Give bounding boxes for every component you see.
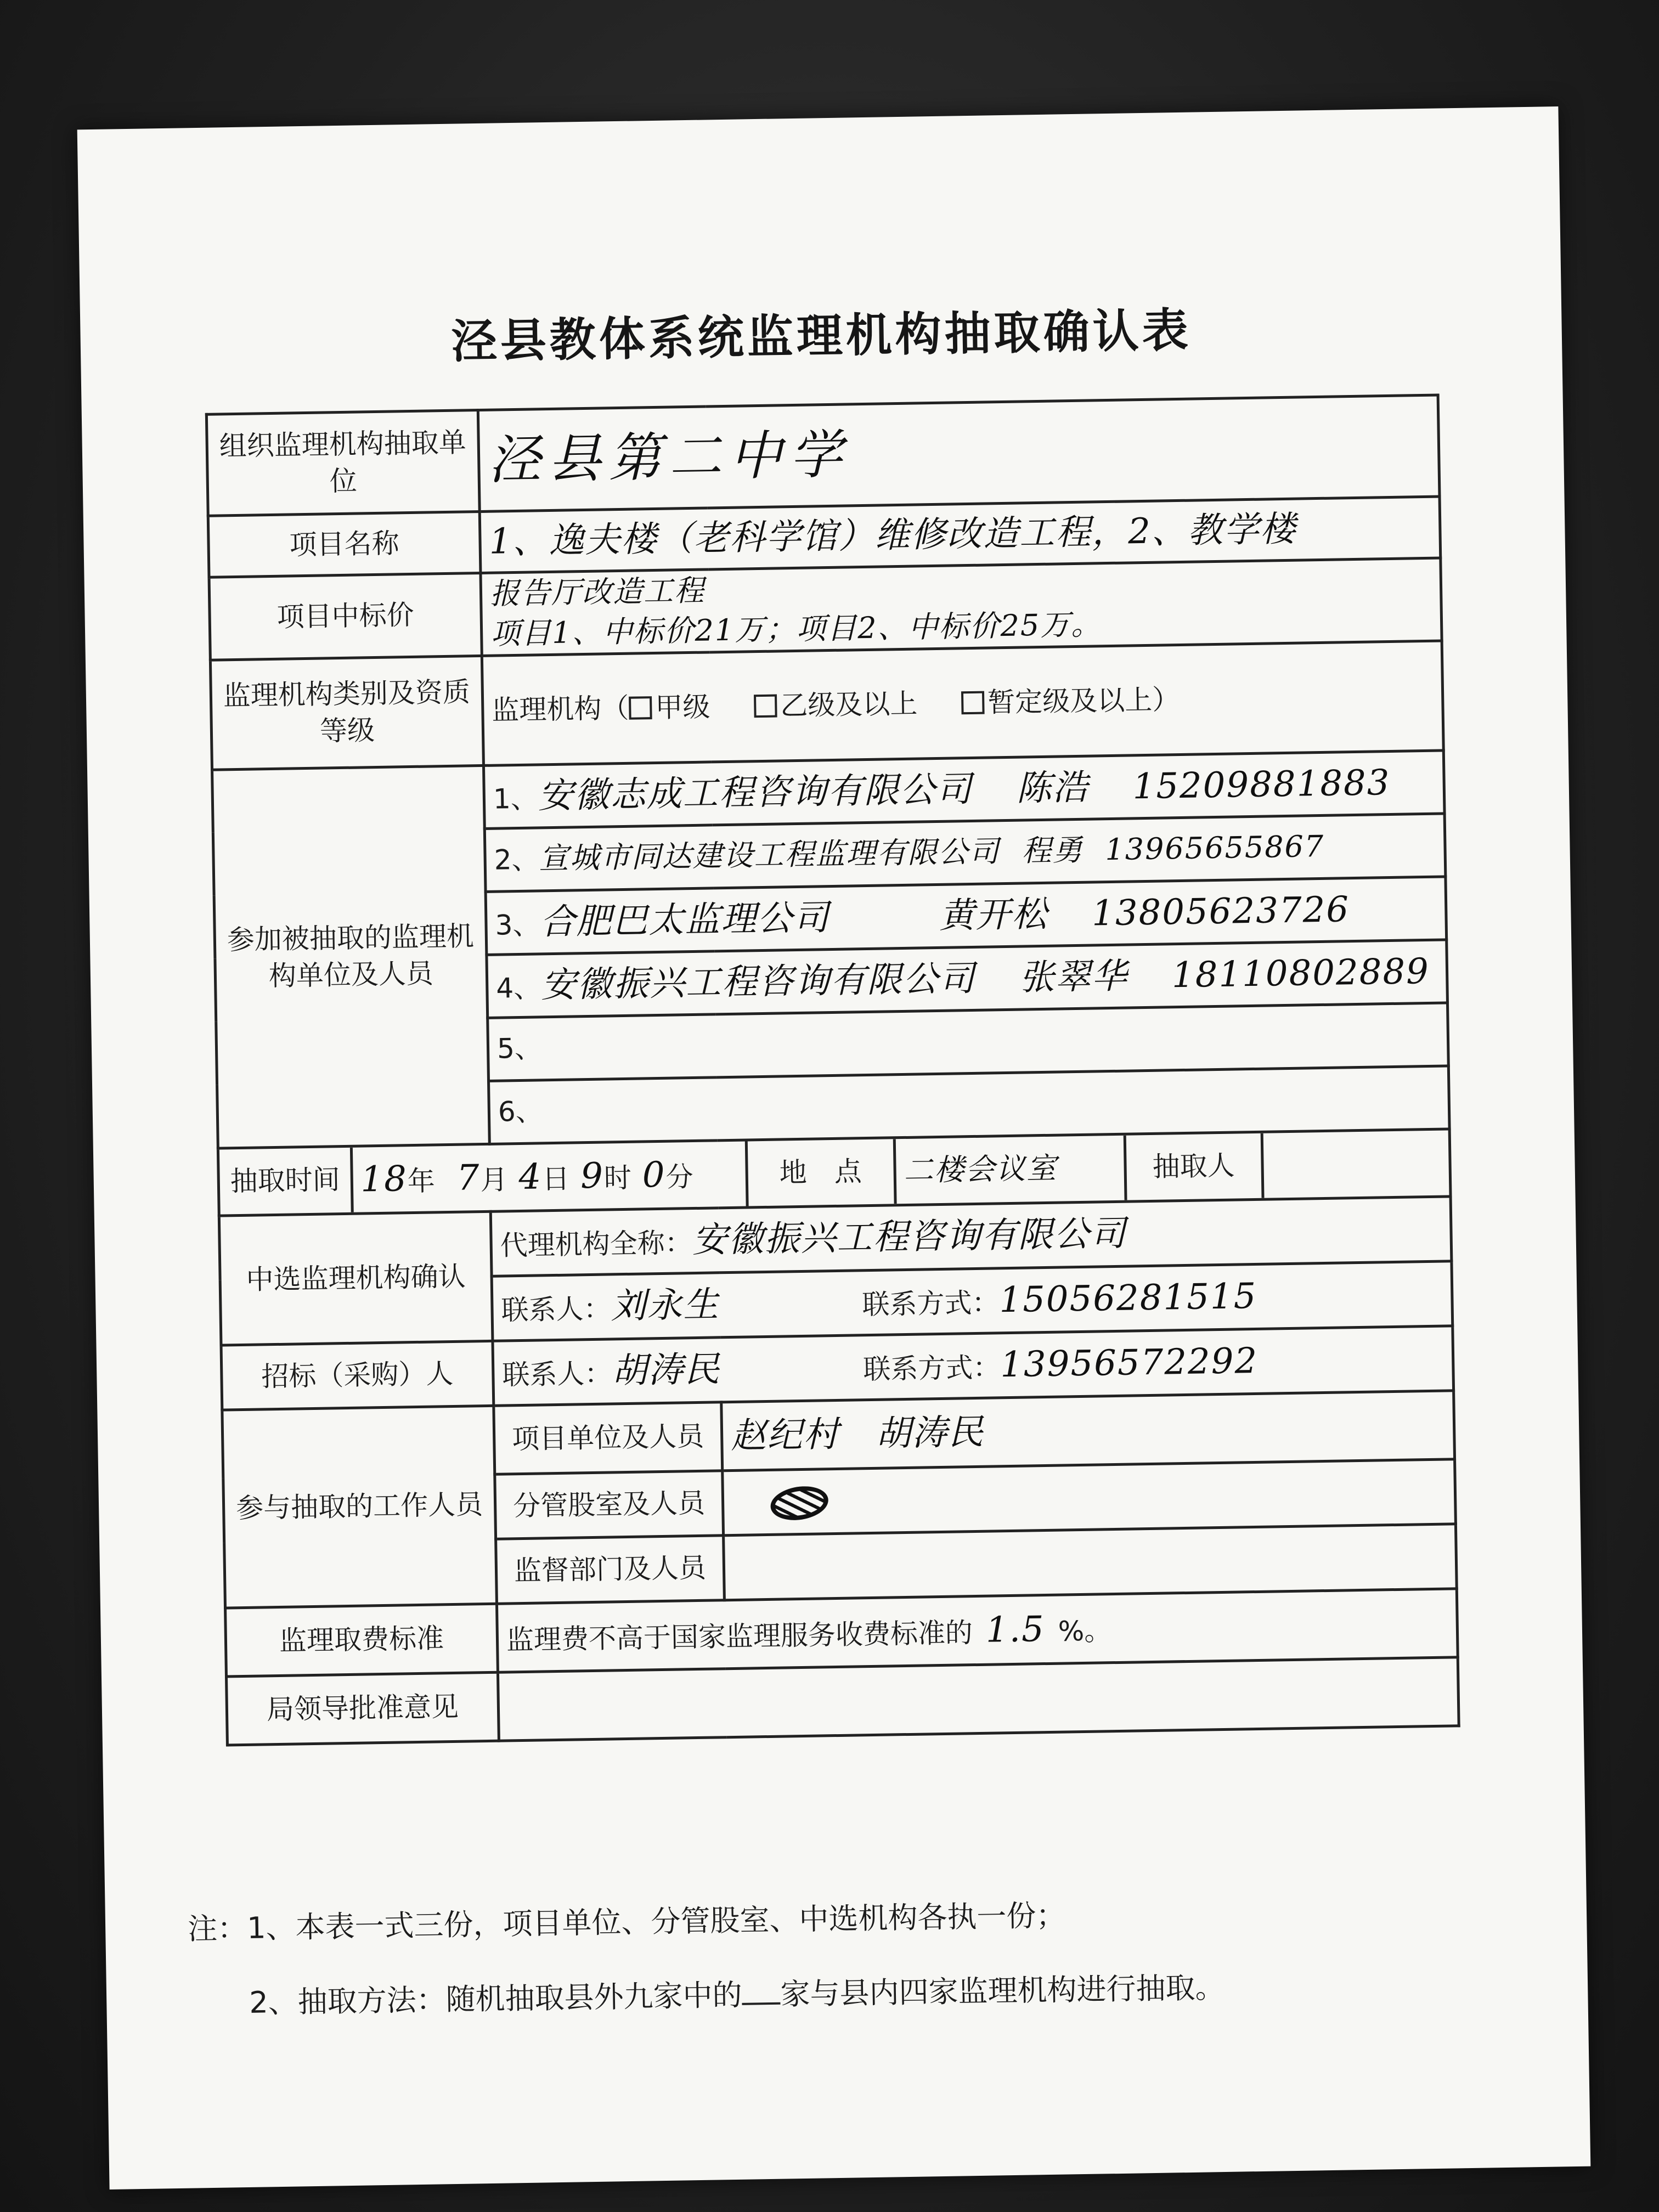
row-category <box>210 641 1443 770</box>
bid-price-value <box>481 558 1442 656</box>
draw-month: 7 <box>456 1157 481 1199</box>
draw-minute: 0 <box>642 1154 667 1196</box>
supervision-value <box>724 1524 1457 1600</box>
org-unit-value <box>478 395 1440 511</box>
category-opt1: 甲级 <box>654 690 710 724</box>
project-name-label: 项目名称 <box>208 512 481 578</box>
checkbox-grade-a[interactable] <box>629 696 652 720</box>
form-title: 泾县教体系统监理机构抽取确认表 <box>450 303 1192 369</box>
drawer-label: 抽取人 <box>1125 1133 1263 1200</box>
participant-phone: 13965655867 <box>1104 829 1325 867</box>
org-unit-label: 组织监理机构抽取单位 <box>206 410 479 516</box>
project-unit-label: 项目单位及人员 <box>494 1402 723 1475</box>
participant-person: 程勇 <box>1021 833 1084 868</box>
project-unit-handwriting: 赵纪村 胡涛民 <box>730 1412 985 1457</box>
participant-person: 黄开松 <box>939 894 1048 936</box>
selected-phone-label: 联系方式： <box>862 1286 1000 1321</box>
confirmation-table <box>205 393 1460 1746</box>
tender-label: 招标（采购）人 <box>221 1341 494 1410</box>
participant-company: 安徽志成工程咨询有限公司 <box>538 769 973 816</box>
draw-minute-unit: 分 <box>665 1160 694 1193</box>
participant-num: 3、 <box>495 908 540 941</box>
participant-num: 1、 <box>493 782 539 815</box>
fee-label: 监理取费标准 <box>225 1604 498 1677</box>
checkbox-grade-b[interactable] <box>754 694 777 718</box>
participant-person: 陈浩 <box>1015 767 1090 809</box>
draw-day: 4 <box>518 1156 543 1198</box>
project-unit-value <box>721 1391 1455 1471</box>
participant-phone: 18110802889 <box>1171 951 1430 996</box>
staff-label: 参与抽取的工作人员 <box>222 1406 497 1608</box>
note-2-suffix: 家与县内四家监理机构进行抽取。 <box>780 1970 1225 2012</box>
participants-label: 参加被抽取的监理机构单位及人员 <box>212 765 490 1148</box>
tender-contact-value: 胡涛民 <box>611 1349 721 1392</box>
selected-phone-value: 15056281515 <box>998 1276 1257 1321</box>
org-unit-handwriting: 泾县第二中学 <box>487 424 851 491</box>
category-value <box>482 641 1443 765</box>
draw-year-unit: 年 <box>407 1165 436 1197</box>
draw-day-unit: 日 <box>541 1163 570 1195</box>
draw-time-label: 抽取时间 <box>219 1148 352 1215</box>
participant-company: 宣城市同达建设工程监理有限公司 <box>538 834 1000 876</box>
bid-price-line2: 项目1、中标价21万；项目2、中标价25万。 <box>490 607 1102 651</box>
checkbox-grade-provisional[interactable] <box>961 691 985 714</box>
project-name-handwriting: 1、逸夫楼（老科学馆）维修改造工程，2、教学楼 <box>488 509 1297 563</box>
row-org-unit <box>206 395 1440 516</box>
place-label: 地 点 <box>746 1139 895 1206</box>
drawer-value <box>1262 1130 1449 1198</box>
signature-scribble <box>768 1482 831 1524</box>
tender-phone-label: 联系方式： <box>862 1351 1001 1386</box>
supervision-label: 监督部门及人员 <box>496 1536 725 1604</box>
bid-price-line1: 报告厅改造工程 <box>489 573 706 611</box>
draw-hour: 9 <box>580 1155 605 1197</box>
approval-value <box>498 1657 1459 1741</box>
note-2 <box>189 1960 1506 2028</box>
draw-time-value <box>351 1141 747 1212</box>
tender-phone-value: 13956572292 <box>1000 1340 1259 1386</box>
category-opt2: 乙级及以上 <box>780 687 918 721</box>
participant-num: 4、 <box>495 971 541 1005</box>
tender-contact-label: 联系人： <box>501 1357 612 1391</box>
place-value <box>894 1135 1126 1204</box>
participant-num: 2、 <box>494 843 539 876</box>
note-2-prefix: 2、抽取方法：随机抽取县外九家中的 <box>249 1978 743 2021</box>
division-value <box>723 1459 1456 1536</box>
notes <box>188 1885 1506 2028</box>
paper-form <box>77 106 1591 2190</box>
division-label: 分管股室及人员 <box>495 1471 724 1539</box>
selected-contact-label: 联系人： <box>501 1293 612 1327</box>
fee-suffix: %。 <box>1058 1614 1112 1647</box>
participant-phone: 15209881883 <box>1132 762 1391 807</box>
participant-num: 6、 <box>498 1095 544 1128</box>
note-2-blank <box>742 2002 781 2005</box>
participant-person: 张翠华 <box>1019 956 1128 998</box>
place-handwriting: 二楼会议室 <box>903 1150 1058 1188</box>
category-label: 监理机构类别及资质等级 <box>210 656 483 770</box>
participant-company: 合肥巴太监理公司 <box>539 897 830 943</box>
selected-fullname-value: 安徽振兴工程咨询有限公司 <box>692 1213 1127 1261</box>
category-prefix: 监理机构（ <box>491 692 629 726</box>
fee-prefix: 监理费不高于国家监理服务收费标准的 <box>506 1616 973 1656</box>
category-opt3: 暂定级及以上） <box>987 683 1180 719</box>
fee-value: 1.5 <box>985 1609 1046 1651</box>
draw-year: 18 <box>360 1158 408 1200</box>
selected-label: 中选监理机构确认 <box>219 1211 493 1345</box>
draw-hour-unit: 时 <box>603 1161 632 1194</box>
selected-fullname-label: 代理机构全称： <box>500 1227 693 1262</box>
participant-company: 安徽振兴工程咨询有限公司 <box>540 958 976 1006</box>
participant-num: 5、 <box>496 1032 543 1065</box>
bid-price-label: 项目中标价 <box>209 573 482 660</box>
draw-month-unit: 月 <box>480 1163 508 1196</box>
approval-label: 局领导批准意见 <box>226 1672 499 1745</box>
note-1: 注：1、本表一式三份，项目单位、分管股室、中选机构各执一份； <box>187 1898 1066 1946</box>
participant-phone: 13805623726 <box>1091 889 1350 934</box>
selected-contact-value: 刘永生 <box>610 1284 720 1327</box>
